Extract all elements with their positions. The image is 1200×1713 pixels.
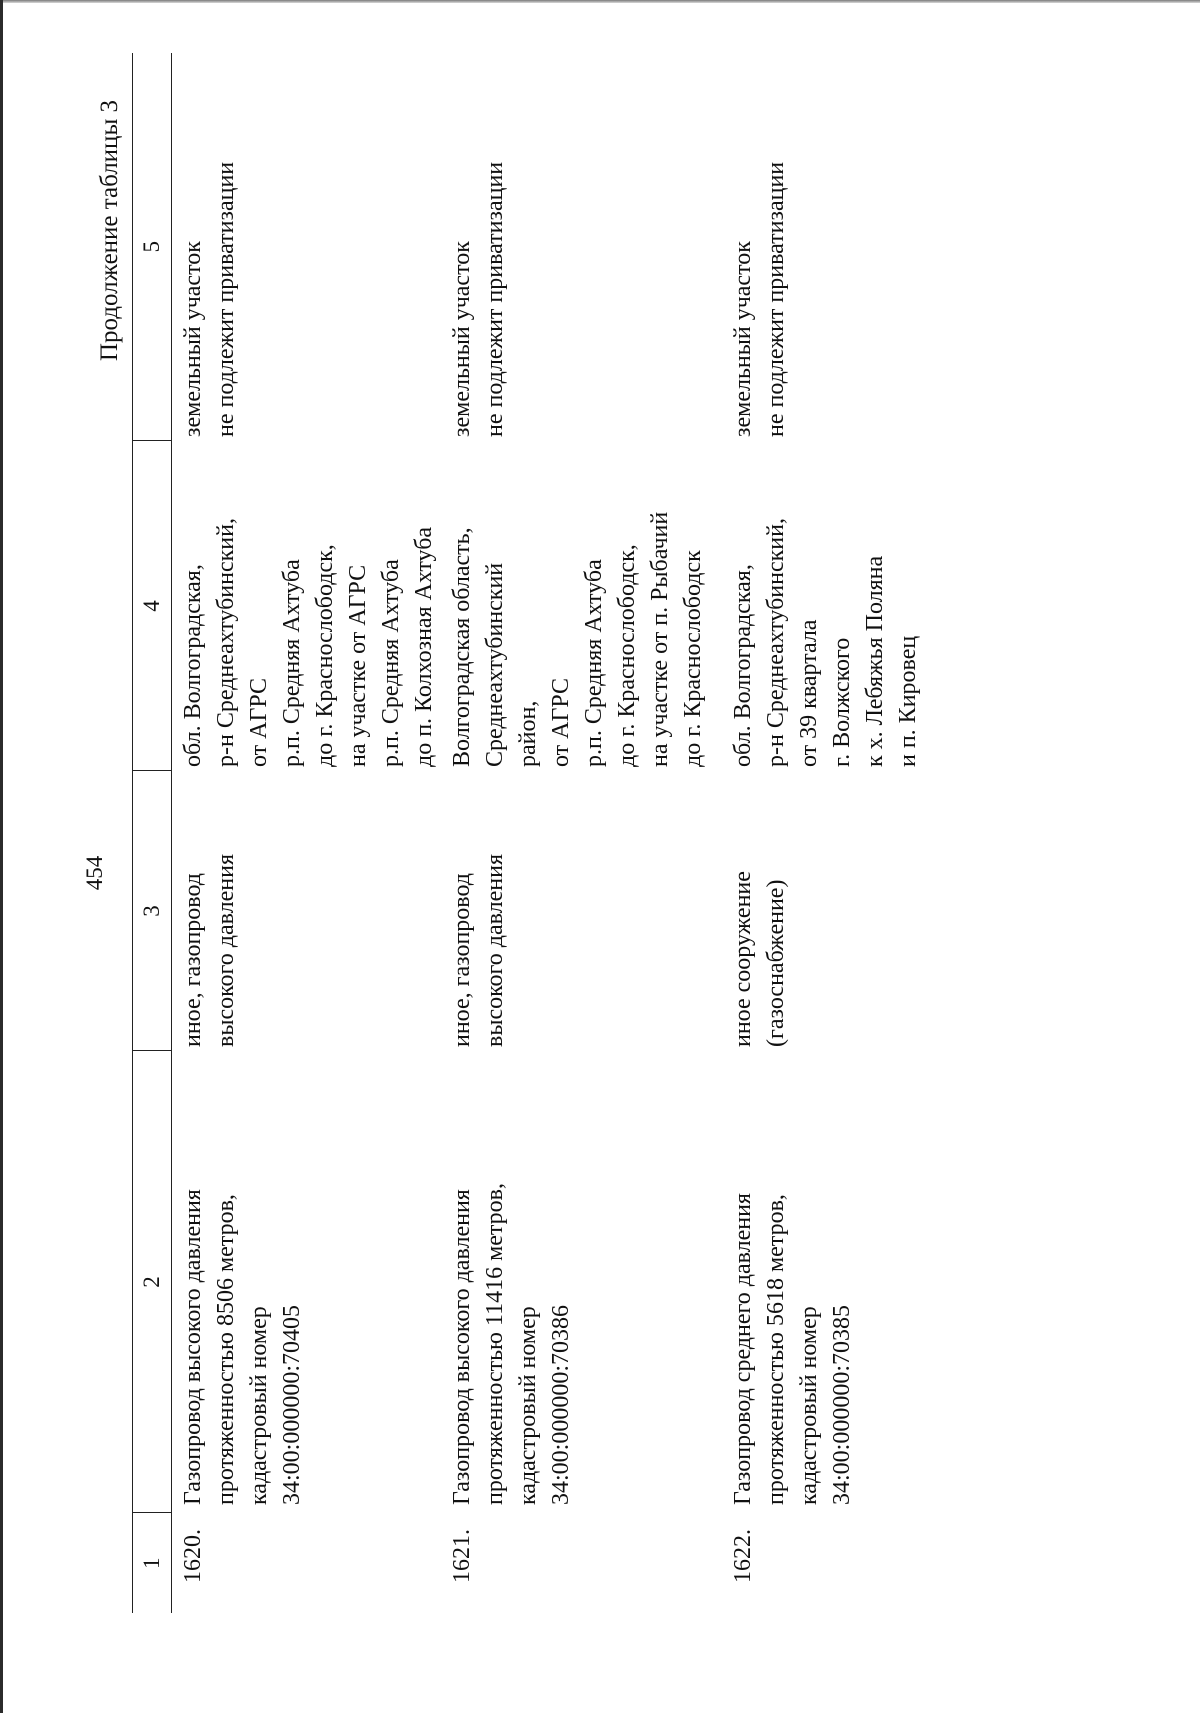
- text-line: до г. Краснослободск,: [614, 544, 640, 767]
- header-col-3: 3: [133, 771, 172, 1051]
- header-col-2: 2: [133, 1051, 172, 1513]
- text-line: кадастровый номер: [246, 1306, 272, 1505]
- text-line: от АГРС: [548, 677, 574, 767]
- header-col-1: 1: [133, 1513, 172, 1613]
- text-line: высокого давления: [213, 853, 239, 1047]
- text-line: (газоснабжение): [763, 879, 789, 1047]
- page-number: 454: [82, 855, 107, 891]
- row-number: 1621.: [449, 1529, 475, 1583]
- text-line: иное, газопровод: [180, 873, 206, 1047]
- table-row: [441, 53, 722, 1613]
- text-line: до г. Краснослободск: [680, 550, 706, 767]
- text-line: район,: [515, 700, 541, 767]
- text-line: протяженностью 8506 метров,: [213, 1194, 239, 1505]
- object-note: [172, 53, 442, 441]
- text-line: на участке от п. Рыбачий: [647, 511, 673, 767]
- text-line: кадастровый номер: [796, 1306, 822, 1505]
- text-line: от 39 квартала: [796, 619, 822, 767]
- object-name: [722, 1051, 987, 1513]
- text-line: 34:00:000000:70386: [548, 1304, 574, 1505]
- object-type: [172, 771, 442, 1051]
- text-line: от АГРС: [246, 677, 272, 767]
- text-line: обл. Волгоградская,: [730, 564, 756, 767]
- text-line: к х. Лебяжья Поляна: [862, 555, 888, 767]
- row-number: 1620.: [180, 1529, 206, 1583]
- text-line: Газопровод среднего давления: [730, 1193, 756, 1505]
- table-continuation-label: Продолжение таблицы 3: [96, 100, 123, 362]
- table-row: [722, 53, 987, 1613]
- text-line: 34:00:000000:70405: [279, 1304, 305, 1505]
- header-col-4: 4: [133, 441, 172, 771]
- text-line: протяженностью 5618 метров,: [763, 1194, 789, 1505]
- text-line: до п. Колхозная Ахтуба: [411, 526, 437, 767]
- text-line: не подлежит приватизации: [213, 161, 239, 437]
- text-line: р.п. Средняя Ахтуба: [581, 559, 607, 767]
- text-line: р.п. Средняя Ахтуба: [378, 559, 404, 767]
- header-row: [133, 53, 172, 1613]
- object-address: [172, 441, 442, 771]
- text-line: 34:00:000000:70385: [829, 1304, 855, 1505]
- text-line: р.п. Средняя Ахтуба: [279, 559, 305, 767]
- text-line: земельный участок: [730, 241, 756, 437]
- text-line: на участке от АГРС: [345, 564, 371, 767]
- text-line: р-н Среднеахтубинский,: [763, 518, 789, 767]
- object-name: [172, 1051, 442, 1513]
- text-line: иное, газопровод: [449, 873, 475, 1047]
- object-name: [441, 1051, 722, 1513]
- text-line: не подлежит приватизации: [482, 161, 508, 437]
- text-line: не подлежит приватизации: [763, 161, 789, 437]
- row-number: 1622.: [730, 1529, 756, 1583]
- text-line: г. Волжского: [829, 637, 855, 767]
- text-line: и п. Кировец: [895, 635, 921, 767]
- text-line: высокого давления: [482, 853, 508, 1047]
- object-type: [722, 771, 987, 1051]
- object-address: [441, 441, 722, 771]
- text-line: кадастровый номер: [515, 1306, 541, 1505]
- text-line: Газопровод высокого давления: [449, 1189, 475, 1505]
- text-line: до г. Краснослободск,: [312, 544, 338, 767]
- text-line: р-н Среднеахтубинский,: [213, 518, 239, 767]
- table-row: [172, 53, 442, 1613]
- text-line: Волгоградская область,: [449, 527, 475, 767]
- text-line: Газопровод высокого давления: [180, 1189, 206, 1505]
- object-address: [722, 441, 987, 771]
- object-type: [441, 771, 722, 1051]
- property-table: [132, 53, 987, 1613]
- object-note: [722, 53, 987, 441]
- header-col-5: 5: [133, 53, 172, 441]
- text-line: иное сооружение: [730, 871, 756, 1047]
- text-line: обл. Волгоградская,: [180, 564, 206, 767]
- text-line: земельный участок: [180, 241, 206, 437]
- text-line: Среднеахтубинский: [482, 562, 508, 767]
- object-note: [441, 53, 722, 441]
- text-line: земельный участок: [449, 241, 475, 437]
- text-line: протяженностью 11416 метров,: [482, 1182, 508, 1505]
